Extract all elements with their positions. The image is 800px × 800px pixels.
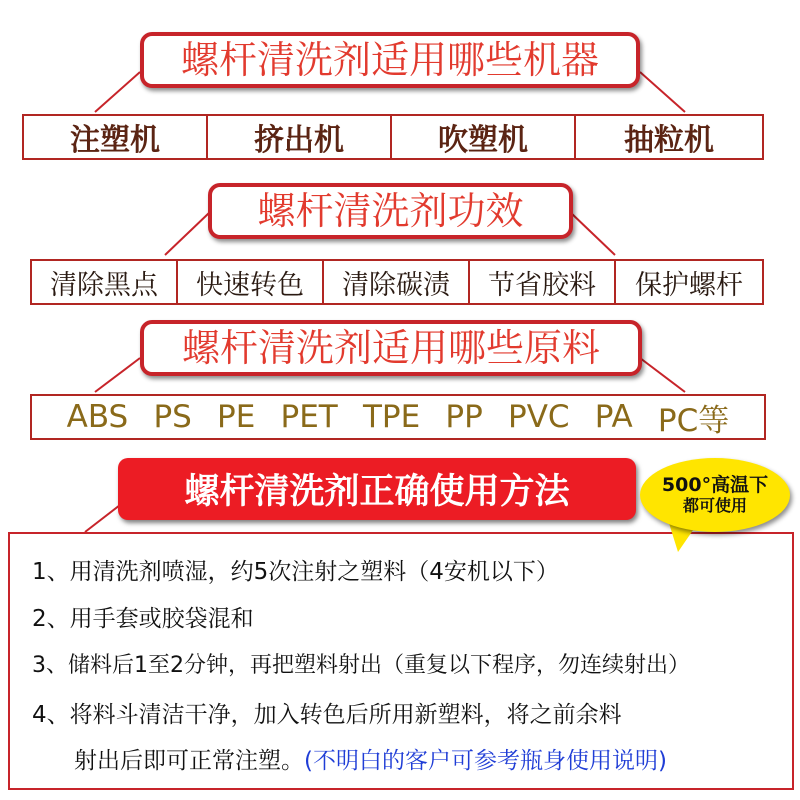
usage-step-text: 2、用手套或胶袋混和 [32,606,254,632]
material-label: PA [594,399,633,435]
material-label: PC等 [657,402,730,439]
usage-step-text: 射出后即可正常注塑。 [74,748,304,774]
effect-label: 节省胶料 [488,269,596,301]
material-label: PVC [508,399,570,435]
machine-cell [574,114,764,160]
connector-line [640,358,685,392]
effect-label: 快速转色 [196,269,304,301]
material-label: ABS [66,399,129,435]
machine-cell [22,114,208,160]
usage-step [32,696,622,729]
machine-label: 抽粒机 [624,123,714,158]
machine-label: 注塑机 [70,123,160,158]
material-label: PE [217,399,256,435]
materials-title [140,320,642,376]
usage-step-continued [74,742,667,775]
materials-row [30,394,766,440]
material-label: PP [445,399,483,435]
effect-cell [322,259,470,305]
effect-cell [614,259,764,305]
effects-title [208,183,573,239]
effect-cell [30,259,178,305]
machines-row [22,114,764,160]
badge-line1: 500°高温下 [661,473,769,496]
usage-step [32,600,254,633]
material-label: TPE [362,399,421,435]
machine-label: 挤出机 [254,123,344,158]
material-label: PET [280,399,338,435]
usage-note: (不明白的客户可参考瓶身使用说明) [304,748,667,774]
connector-line [640,72,685,112]
connector-line [95,358,140,392]
material-label: PS [153,399,192,435]
machines-title-text: 螺杆清洗剂适用哪些机器 [180,38,599,82]
connector-line [165,212,210,255]
usage-step-text: 3、储料后1至2分钟，再把塑料射出（重复以下程序，勿连续射出） [32,653,690,678]
usage-step-text: 4、将料斗清洁干净，加入转色后所用新塑料，将之前余料 [32,702,622,728]
effects-title-text: 螺杆清洗剂功效 [257,189,524,233]
usage-banner-text: 螺杆清洗剂正确使用方法 [184,472,570,512]
badge-line2: 都可使用 [682,495,747,515]
usage-step [32,648,690,679]
connector-line [570,212,615,255]
effects-row [30,259,766,305]
machines-title [140,32,640,88]
usage-step-text: 1、用清洗剂喷湿，约5次注射之塑料（4安机以下） [32,559,559,585]
machine-label: 吹塑机 [438,123,528,158]
machine-cell [206,114,392,160]
materials-title-text: 螺杆清洗剂适用哪些原料 [181,326,600,370]
high-temp-badge [640,458,790,532]
effect-cell [468,259,616,305]
effect-cell [176,259,324,305]
usage-step [32,553,559,586]
machine-cell [390,114,576,160]
connector-line [95,72,140,112]
effect-label: 清除碳渍 [342,269,450,301]
effect-label: 保护螺杆 [635,269,743,301]
usage-banner [118,458,636,520]
connector-line [85,505,120,532]
effect-label: 清除黑点 [50,269,158,301]
